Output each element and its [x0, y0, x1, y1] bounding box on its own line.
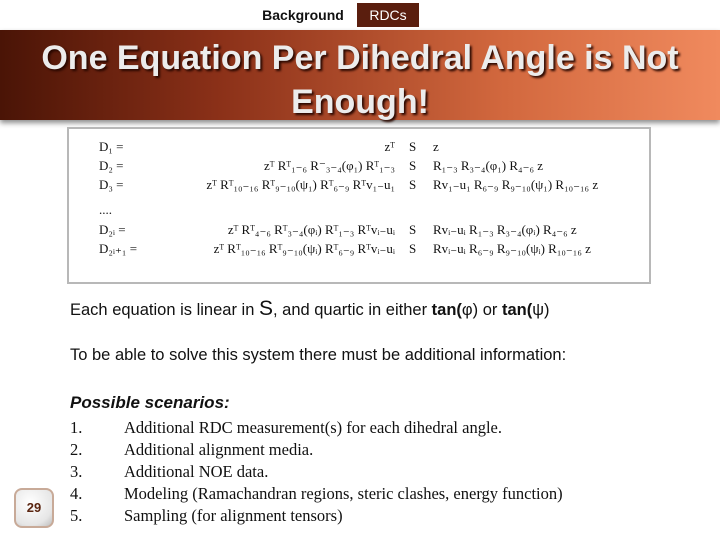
scenario-text: Additional NOE data. — [124, 462, 269, 481]
linearity-text-2: , and quartic in either — [272, 301, 432, 319]
scenario-number: 3. — [70, 462, 83, 481]
scenario-number: 5. — [70, 506, 83, 525]
tab-rdcs[interactable]: RDCs — [357, 3, 419, 27]
eq-lhs-2: D₂ = — [99, 158, 124, 173]
page-number-badge: 29 — [14, 488, 54, 528]
eq-row-2-left: zᵀ Rᵀ₁₋₆ R⁻₃₋₄(φ₁) Rᵀ₁₋₃ — [264, 158, 395, 173]
eq-lhs-1: D₁ = — [99, 139, 124, 154]
eq-row-6-right: Rvᵢ₋uᵢ R₆₋₉ R₉₋₁₀(ψᵢ) R₁₀₋₁₆ z — [433, 241, 591, 256]
slide-title-line-1: One Equation Per Dihedral Angle is Not — [41, 39, 679, 77]
linearity-statement — [70, 297, 549, 321]
additional-info-statement: To be able to solve this system there must be additional information: — [70, 346, 567, 364]
scenarios-heading: Possible scenarios: — [70, 393, 230, 412]
linearity-text-1: Each equation is linear in — [70, 301, 259, 319]
eq-lhs-5: D₂ᵢ₊₁ = — [99, 241, 138, 256]
scenario-number: 4. — [70, 484, 83, 503]
symbol-S: S — [258, 297, 273, 320]
scenario-item — [70, 506, 343, 526]
tan-phi-label: tan( — [431, 301, 462, 319]
eq-row-2-right: R₁₋₃ R₃₋₄(φ₁) R₄₋₆ z — [433, 158, 544, 173]
eq-row-3-left: zᵀ Rᵀ₁₀₋₁₆ Rᵀ₉₋₁₀(ψ₁) Rᵀ₆₋₉ Rᵀv₁₋u₁ — [206, 177, 395, 192]
eq-row-5-S: S — [409, 222, 417, 237]
top-nav-bar — [0, 0, 720, 30]
scenario-text: Sampling (for alignment tensors) — [124, 506, 343, 525]
eq-row-5-left: zᵀ Rᵀ₄₋₆ Rᵀ₃₋₄(φᵢ) Rᵀ₁₋₃ Rᵀvᵢ₋uᵢ — [227, 222, 395, 237]
slide-title — [0, 36, 720, 124]
equation-system — [69, 129, 649, 282]
tan-psi-label: tan( — [501, 301, 533, 319]
scenario-item — [70, 462, 268, 482]
eq-lhs-4: D₂ᵢ = — [99, 222, 126, 237]
eq-row-5-right: Rvᵢ₋uᵢ R₁₋₃ R₃₋₄(φᵢ) R₄₋₆ z — [433, 222, 577, 237]
scenario-item — [70, 418, 502, 438]
equation-box — [67, 127, 651, 284]
scenario-text: Additional RDC measurement(s) for each dihedral angle. — [124, 418, 503, 437]
eq-row-3-right: Rv₁₋u₁ R₆₋₉ R₉₋₁₀(ψ₁) R₁₀₋₁₆ z — [433, 177, 599, 192]
eq-row-1-S: S — [409, 139, 417, 154]
eq-row-1-left: zᵀ — [384, 139, 395, 154]
eq-row-3-S: S — [409, 177, 417, 192]
scenario-number: 2. — [70, 440, 83, 459]
eq-row-2-S: S — [409, 158, 417, 173]
eq-lhs-3: D₃ = — [99, 177, 124, 192]
scenario-text: Modeling (Ramachandran regions, steric clashes, energy function) — [124, 484, 563, 503]
eq-row-1-right: z — [433, 139, 439, 154]
eq-lhs-dots: .... — [99, 202, 112, 217]
slide-title-line-2: Enough! — [291, 83, 429, 121]
eq-row-6-left: zᵀ Rᵀ₁₀₋₁₆ Rᵀ₉₋₁₀(ψᵢ) Rᵀ₆₋₉ Rᵀvᵢ₋uᵢ — [213, 241, 395, 256]
psi-symbol: ψ — [532, 301, 544, 319]
scenario-number: 1. — [70, 418, 83, 437]
eq-row-6-S: S — [409, 241, 417, 256]
linearity-text-3: ) or — [472, 301, 502, 319]
phi-symbol: φ — [461, 301, 473, 319]
scenario-text: Additional alignment media. — [124, 440, 314, 459]
scenario-item — [70, 484, 563, 504]
linearity-text-4: ) — [543, 301, 550, 319]
scenario-item — [70, 440, 313, 460]
tab-background[interactable]: Background — [262, 7, 344, 23]
